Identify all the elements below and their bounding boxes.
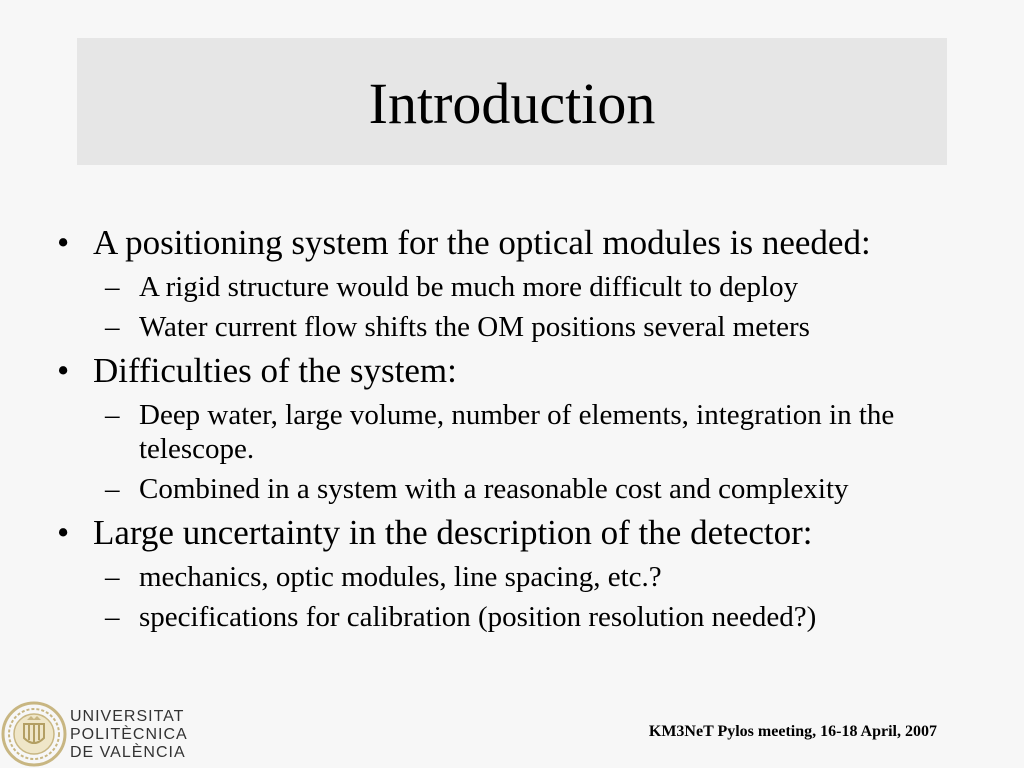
dash-marker: – (105, 561, 120, 593)
bullet-text: A positioning system for the optical modules is needed: (93, 223, 871, 262)
bullet-list (55, 222, 995, 634)
bullet-text: Large uncertainty in the description of the detector: (93, 513, 813, 552)
slide-title: Introduction (368, 70, 656, 136)
sub-bullet-text: Water current flow shifts the OM positions several meters (139, 311, 810, 343)
bullet-text: Difficulties of the system: (93, 351, 457, 390)
bullet-marker: • (57, 223, 70, 262)
bullet-marker: • (57, 513, 70, 552)
sub-bullet-item (55, 600, 995, 634)
university-seal-icon (0, 700, 68, 768)
sub-bullet-item (55, 310, 995, 344)
dash-marker: – (105, 601, 120, 633)
sub-bullet-item (55, 398, 995, 466)
bullet-marker: • (57, 351, 70, 390)
dash-marker: – (105, 473, 120, 505)
sub-bullet-text: A rigid structure would be much more difficult to deploy (139, 271, 799, 303)
bullet-item (55, 350, 995, 392)
sub-bullet-text: specifications for calibration (position resolution needed?) (139, 601, 817, 633)
sub-bullet-item (55, 560, 995, 594)
sub-bullet-text: mechanics, optic modules, line spacing, etc.? (139, 561, 662, 593)
university-logo (0, 700, 190, 768)
footer-text: KM3NeT Pylos meeting, 16-18 April, 2007 (648, 723, 937, 740)
university-name (70, 708, 188, 762)
sub-bullet-item (55, 270, 995, 304)
title-box (77, 38, 947, 165)
logo-line-3: DE VALÈNCIA (70, 744, 186, 761)
sub-bullet-item (55, 472, 995, 506)
logo-line-1: UNIVERSITAT (70, 708, 185, 725)
logo-line-2: POLITÈCNICA (70, 726, 188, 743)
dash-marker: – (105, 271, 120, 303)
bullet-item (55, 222, 995, 264)
sub-bullet-text: Combined in a system with a reasonable cost and complexity (139, 473, 849, 505)
dash-marker: – (105, 311, 120, 343)
sub-bullet-text: Deep water, large volume, number of elements, integration in the telescope. (139, 399, 895, 465)
bullet-item (55, 512, 995, 554)
dash-marker: – (105, 399, 120, 431)
